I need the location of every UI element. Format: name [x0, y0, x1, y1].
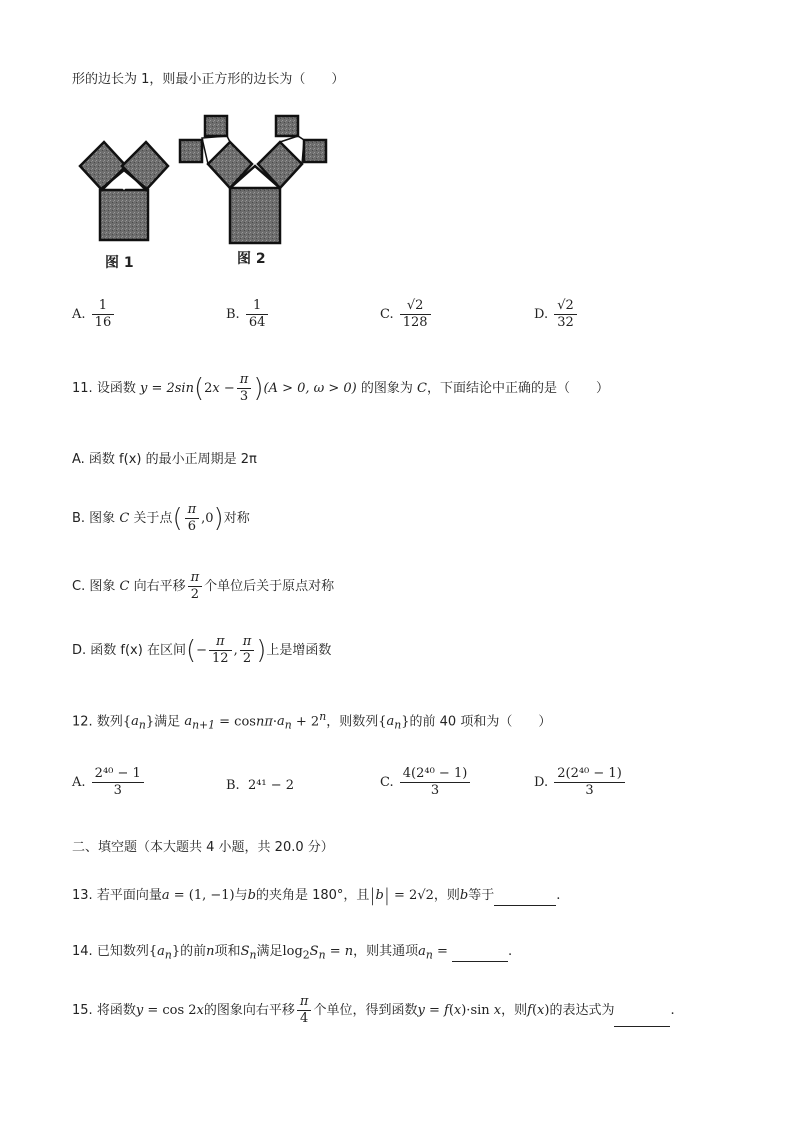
q13-answer-blank[interactable] — [494, 891, 556, 906]
figure-1 — [80, 142, 168, 240]
q15-answer-blank[interactable] — [614, 1012, 670, 1027]
q14-stem: 14. 已知数列$\{a_n\}$的前n项和$S_n$满足$\log_2S_n = n$，则其通项$a_n$ = . — [72, 944, 513, 962]
q14-answer-blank[interactable] — [452, 947, 508, 962]
q12-option-b: B. 2⁴¹ − 2 — [226, 778, 295, 793]
q11-option-b: B. 图象 C 关于点( $\frac{\pi}{6}$ ,0)对称 — [72, 502, 250, 534]
q11-option-a: A. 函数 f(x) 的最小正周期是 2π — [72, 452, 257, 467]
q10-stem-tail: 形的边长为 1，则最小正方形的边长为（ ） — [72, 72, 345, 87]
q11-option-d: D. 函数 f(x) 在区间(− $\frac{\pi}{12}$ , $\frac{\pi}{2}$ )上是增函数 — [72, 634, 332, 666]
q10-option-a: A. $\frac{1}{16}$ — [72, 298, 116, 331]
figure-1-label: 图 1 — [105, 255, 134, 271]
q13-stem: 13. 若平面向量a = (1, −1)与b的夹角是 180°，且|b| = 2√2，则b等于 . — [72, 885, 561, 906]
figure-2 — [180, 116, 326, 243]
q12-option-d: D. $\frac{\text{2(2⁴⁰ − 1)}}{3}$ — [534, 766, 627, 799]
q10-option-c: C. $\frac{√2}{128}$ — [380, 298, 433, 331]
q10-option-d: D. $\frac{√2}{32}$ — [534, 298, 579, 331]
q12-option-c: C. $\frac{\text{4(2⁴⁰ − 1)}}{3}$ — [380, 766, 472, 799]
q10-option-b: B. $\frac{1}{64}$ — [226, 298, 270, 331]
q11-option-c: C. 图象 C 向右平移 $\frac{\pi}{2}$ 个单位后关于原点对称 — [72, 570, 335, 602]
figure-2-label: 图 2 — [237, 251, 266, 267]
q11-stem: 11. 设函数 y = 2sin(2x − $\frac{\pi}{3}$ )(A > 0, ω > 0) 的图象为 C，下面结论中正确的是（ ） — [72, 372, 610, 404]
section-heading: 二、填空题（本大题共 4 小题，共 20.0 分） — [72, 840, 334, 855]
q12-option-a: A. $\frac{\text{2⁴⁰ − 1}}{3}$ — [72, 766, 146, 799]
q15-stem: 15. 将函数y = cos 2x的图象向右平移 $\frac{\pi}{4}$ 个单位，得到函数y = f(x)·sin x，则f(x)的表达式为 . — [72, 994, 675, 1026]
q12-stem: 12. 数列$\{a_n\}$满足 $a_{n+1} = \cos n\pi\cdot a_n + 2^n$，则数列$\{a_n\}$的前 40 项和为（ ） — [72, 710, 552, 732]
